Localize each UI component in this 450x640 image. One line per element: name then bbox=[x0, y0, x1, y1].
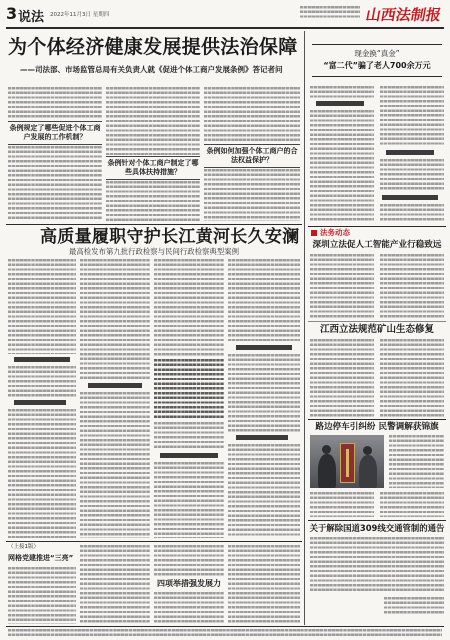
feature-subhead bbox=[160, 453, 218, 458]
bottom-body-text bbox=[80, 545, 150, 624]
person-head bbox=[363, 446, 372, 455]
lead-body-text bbox=[204, 87, 300, 143]
lead-body-text bbox=[204, 169, 300, 221]
feature-body-text bbox=[154, 259, 224, 356]
feature-body-text bbox=[228, 259, 300, 342]
brief-body-text bbox=[310, 254, 374, 319]
feature-body-text bbox=[154, 462, 224, 538]
bottom-body-text bbox=[154, 545, 224, 576]
story-rule bbox=[312, 76, 442, 77]
person-figure bbox=[359, 455, 377, 488]
section-rule bbox=[6, 541, 302, 542]
fraud-body-text bbox=[380, 204, 444, 222]
fraud-headline: “富二代”骗了老人700余万元 bbox=[323, 61, 431, 70]
feature-body-text bbox=[8, 259, 76, 354]
feature-subhead bbox=[88, 383, 142, 388]
feature-body-text bbox=[80, 259, 150, 380]
fraud-subhead bbox=[316, 101, 364, 106]
section-rule bbox=[308, 226, 446, 227]
brief-body-text bbox=[380, 254, 444, 319]
feature-subhead bbox=[14, 400, 66, 405]
feature-body-text bbox=[8, 366, 76, 397]
feature-body-text bbox=[228, 444, 300, 538]
story-rule bbox=[312, 44, 442, 45]
footer-text bbox=[8, 629, 442, 638]
continued-note: （上接1版） bbox=[8, 544, 39, 550]
feature-body-text bbox=[8, 409, 76, 538]
lead-body-text bbox=[106, 87, 200, 155]
briefs-section-label: 法务动态 bbox=[320, 228, 350, 237]
section-rule bbox=[6, 224, 302, 225]
editor-info-text bbox=[300, 6, 360, 20]
police-photo bbox=[310, 435, 384, 488]
bottom-body-text bbox=[154, 592, 224, 624]
column-divider bbox=[304, 31, 305, 625]
police-headline: 路边停车引纠纷 民警调解获锦旗 bbox=[315, 422, 439, 432]
story-rule bbox=[308, 520, 446, 521]
fraud-body-text bbox=[380, 159, 444, 191]
brief-body-text bbox=[380, 339, 444, 417]
bottom-body-text bbox=[8, 567, 76, 624]
notice-body-text bbox=[310, 537, 444, 592]
person-figure bbox=[318, 454, 336, 488]
page-number: 3 bbox=[6, 4, 18, 23]
notice-signature-text bbox=[384, 597, 444, 616]
police-body-text bbox=[389, 435, 444, 488]
footer-rule bbox=[6, 626, 444, 627]
feature-body-text bbox=[154, 422, 224, 450]
feature-body-text bbox=[228, 354, 300, 432]
police-body-text bbox=[310, 492, 374, 517]
story-rule bbox=[308, 419, 446, 420]
lead-body-text bbox=[8, 87, 102, 120]
lead-body-text bbox=[106, 181, 200, 221]
police-body-text bbox=[380, 492, 444, 517]
bottom-middle-headline: 四项举措强发展力 bbox=[157, 579, 221, 588]
fraud-body-text bbox=[310, 110, 374, 222]
section-name: 说法 bbox=[18, 10, 45, 25]
notice-headline: 关于解除国道309线交通管制的通告 bbox=[309, 523, 445, 533]
lead-body-text bbox=[8, 146, 102, 221]
fraud-body-text bbox=[310, 86, 374, 98]
brief-headline: 江西立法规范矿山生态修复 bbox=[319, 324, 434, 335]
feature-significance-text bbox=[154, 359, 224, 419]
lead-subheadline: ——司法部、市场监管总局有关负责人就《促进个体工商户发展条例》答记者问 bbox=[20, 65, 283, 74]
feature-subhead bbox=[14, 357, 70, 362]
bottom-body-text bbox=[228, 545, 300, 624]
fraud-subhead bbox=[386, 150, 434, 155]
person-head bbox=[322, 445, 331, 454]
bottom-left-headline: 网格党建推进“三亮” bbox=[8, 554, 74, 562]
banner-flag bbox=[340, 443, 355, 483]
fraud-kicker: 现金换“真金” bbox=[354, 49, 400, 58]
brief-rule bbox=[308, 321, 446, 322]
issue-date: 2022年11月3日 星期四 bbox=[50, 12, 110, 18]
lead-question: 条例如何加强个体工商户的合法权益保护？ bbox=[204, 144, 300, 168]
feature-headline: 高质量履职守护长江黄河长久安澜 bbox=[40, 227, 300, 247]
lead-question: 条例规定了哪些促进个体工商户发展的工作机制？ bbox=[8, 121, 102, 145]
fraud-subhead bbox=[382, 195, 438, 200]
header-rule bbox=[6, 27, 444, 29]
feature-subhead bbox=[236, 345, 292, 350]
brief-headline: 深圳立法促人工智能产业行稳致远 bbox=[312, 240, 442, 250]
masthead-logo: 山西法制报 bbox=[364, 6, 443, 24]
fraud-body-text bbox=[380, 86, 444, 146]
square-marker-icon bbox=[311, 230, 317, 236]
feature-subheadline: 最高检发布第九批行政检察与民间行政检察典型案例 bbox=[69, 247, 239, 256]
lead-headline: 为个体经济健康发展提供法治保障 bbox=[8, 36, 298, 58]
brief-body-text bbox=[310, 339, 374, 417]
feature-body-text bbox=[80, 392, 150, 538]
lead-question: 条例针对个体工商户制定了哪些具体扶持措施？ bbox=[106, 156, 200, 180]
feature-subhead bbox=[236, 435, 288, 440]
